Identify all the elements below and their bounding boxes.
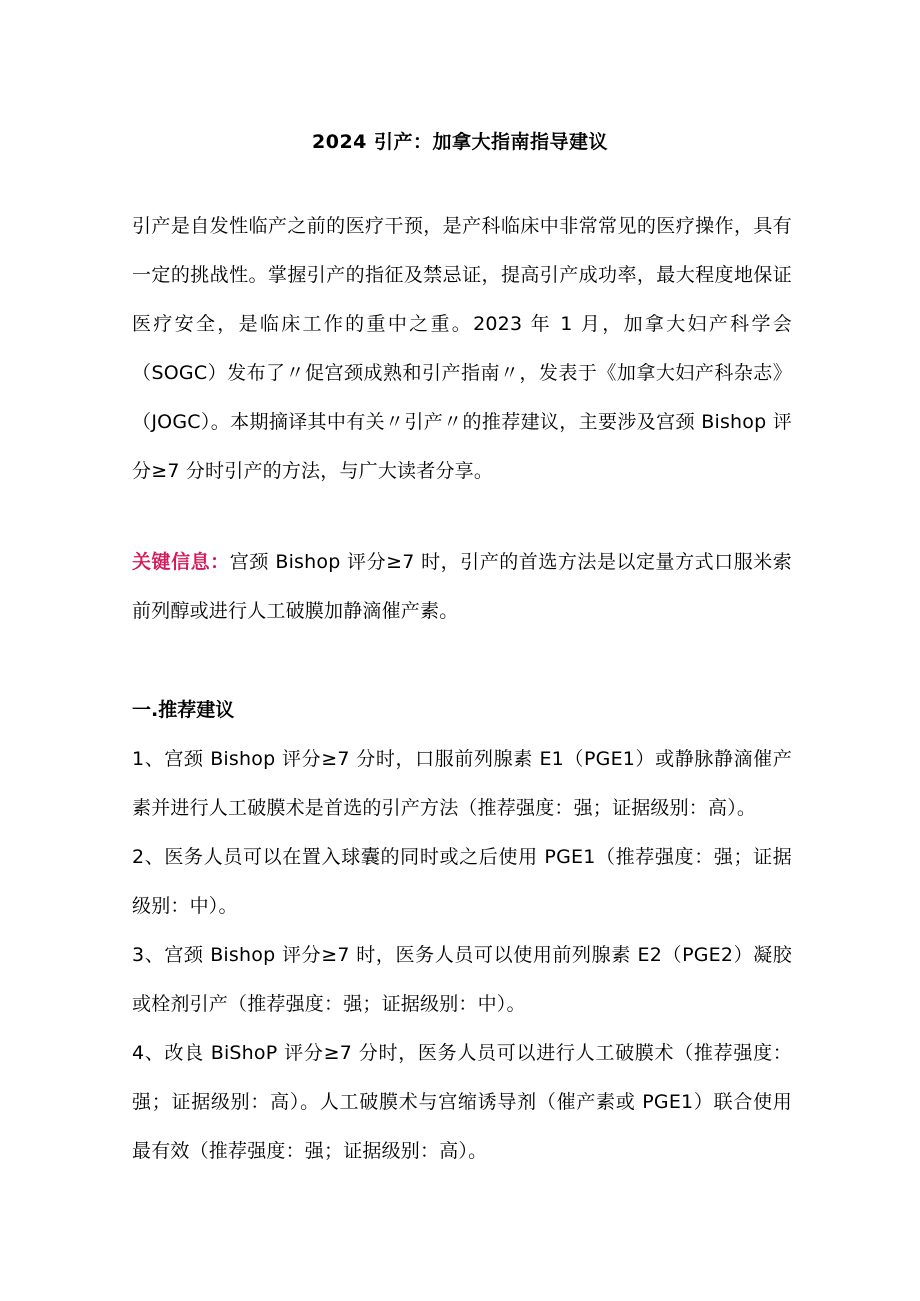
intro-paragraph: 引产是自发性临产之前的医疗干预，是产科临床中非常常见的医疗操作，具有一定的挑战性。掌握引产的指征及禁忌证，提高引产成功率，最大程度地保证医疗安全，是临床工作的重中之重。2023 年 1 月，加拿大妇产科学会（SOGC）发布了〃促宫颈成熟和引产指南〃，发表于《加拿大妇产科杂志》（JOGC）。本期摘译其中有关〃引产〃的推荐建议，主要涉及宫颈 Bishop 评分≥7 分时引产的方法，与广大读者分享。 (132, 215, 792, 482)
key-info-label: 关键信息： (132, 551, 230, 573)
recommendation-item-4: 4、改良 BiShoP 评分≥7 分时，医务人员可以进行人工破膜术（推荐强度：强；证据级别：高）。人工破膜术与宫缩诱导剂（催产素或 PGE1）联合使用最有效（推荐强度：强；证据级别：高）。 (132, 1042, 792, 1162)
key-info-paragraph (132, 538, 792, 636)
section-heading-recommendations: 一.推荐建议 (132, 699, 235, 721)
key-info-text: 宫颈 Bishop 评分≥7 时，引产的首选方法是以定量方式口服米索前列醇或进行人工破膜加静滴催产素。 (132, 551, 792, 622)
recommendation-item-2: 2、医务人员可以在置入球囊的同时或之后使用 PGE1（推荐强度：强；证据级别：中）。 (132, 846, 792, 917)
recommendation-item-3: 3、宫颈 Bishop 评分≥7 时，医务人员可以使用前列腺素 E2（PGE2）凝胶或栓剂引产（推荐强度：强；证据级别：中）。 (132, 944, 792, 1015)
recommendation-item-1: 1、宫颈 Bishop 评分≥7 分时，口服前列腺素 E1（PGE1）或静脉静滴催产素并进行人工破膜术是首选的引产方法（推荐强度：强；证据级别：高）。 (132, 748, 792, 819)
recommendation-list (132, 735, 792, 1176)
document-title: 2024 引产：加拿大指南指导建议 (312, 131, 608, 153)
